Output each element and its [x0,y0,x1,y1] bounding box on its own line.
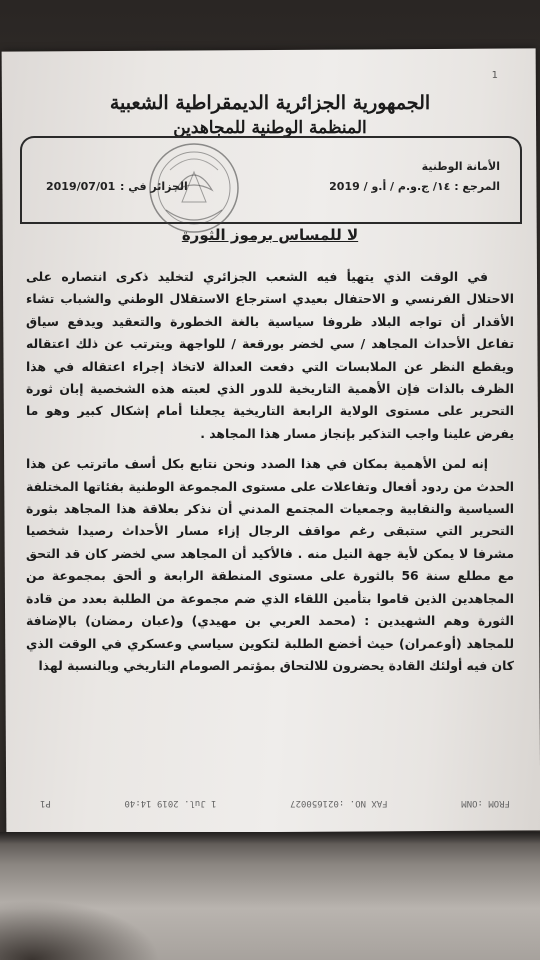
document-title: لا للمساس برموز الثورة [181,226,359,244]
fax-timestamp: 1 Jul. 2019 14:40 [124,798,217,808]
reference-number: المرجع : ١٤/ ج.و.م / أ.و / 2019 [329,180,500,193]
header-country: الجمهورية الجزائرية الديمقراطية الشعبية [109,92,431,114]
header-organization: المنظمة الوطنية للمجاهدين [173,118,367,138]
fax-page: P1 [40,798,51,808]
fax-footer [40,798,510,808]
secretariat-label: الأمانة الوطنية [421,160,500,173]
letterhead-divider [20,222,520,224]
page-edge-shadow [0,832,540,844]
page-mark: 1 [491,70,498,81]
place-date-label: الجزائر في : [120,180,188,193]
organization-emblem [146,140,242,236]
paragraph-2: إنه لمن الأهمية بمكان في هذا الصدد ونحن نتابع بكل أسف ماترتب عن هذا الحدث من ردود أفعال وتفاعلات على مستوى المجموعة الوطنية بفئاتها المختلفة السياسية والنقابية وجمعيات المجتمع المدني أن نذكر بعلاقة هذا المجاهد بثورة التحرير التي ستبقى رغم مواقف الرجال إزاء مسار الأحداث رصيدا شخصيا مشرفا لا يمكن لأية جهة النيل منه . فالأكيد أن المجاهد سي لخضر كان قد التحق مع مطلع سنة 56 بالثورة على مستوى المنطقة الرابعة و ألحق بمجموعة من المجاهدين الذين قاموا بتأمين اللقاء الذي ضم مجموعة من الطلبة بعدد من قادة الثورة وهم الشهيدين : (محمد العربي بن مهيدي) و(عبان رمضان) بالإضافة للمجاهد (أوعمران) حيث أخضع الطلبة لتكوين سياسي وعسكري في الوقت الذي كان فيه أولئك القادة يحضرون للالتحاق بمؤتمر الصومام التاريخي وبالنسبة لهذا [26,456,514,673]
fax-number: FAX NO. :021650027 [290,798,388,808]
document-body [26,266,514,685]
document-date: 2019/07/01 [46,180,116,193]
fax-from: FROM :ONM [461,798,510,808]
hand-shadow [0,900,160,960]
paragraph-1: في الوقت الذي يتهيأ فيه الشعب الجزائري لتخليد ذكرى انتصاره على الاحتلال الفرنسي و الاحتفال بعيدي استرجاع الاستقلال الوطني والشباب تشاء الأقدار أن تواجه البلاد ظروفا سياسية بالغة الخطورة والتعقيد ويدفع سياق تفاعل الأحداث المجاهد / سي لخضر بورقعة / للواجهة ويترتب عن ذلك اعتقاله ويقطع النظر عن الملابسات التي دفعت العدالة لاتخاذ إجراء اعتقاله في هذا الظرف بالذات فإن الأهمية التاريخية للدور الذي لعبته هذه الشخصية إبان ثورة التحرير على مستوى الولاية الرابعة التاريخية يجعلنا أمام إشكال كبير وهو ما يفرض علينا واجب التذكير بإنجاز مسار هذا المجاهد . [26,269,514,441]
